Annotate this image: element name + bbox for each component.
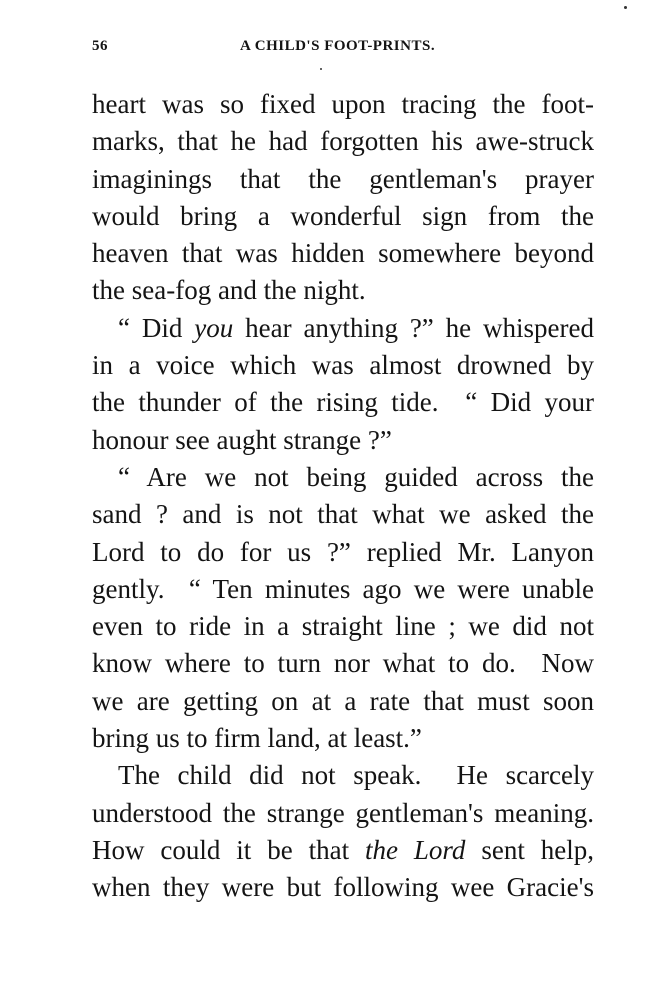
text-line <box>92 347 594 384</box>
text-segment: know where to turn nor what to do. Now <box>92 648 594 679</box>
text-segment: gently. “ Ten minutes ago we were unable <box>92 573 594 604</box>
speck-mark <box>320 68 322 70</box>
text-segment: hear anything ?” he whispered <box>233 312 594 343</box>
text-segment: understood the strange gentleman's meaning. <box>92 797 594 828</box>
body-text <box>92 86 594 907</box>
text-line <box>92 869 594 906</box>
text-line <box>92 235 594 272</box>
text-line <box>92 459 594 496</box>
text-line <box>92 645 594 682</box>
italic-text: the Lord <box>365 834 466 865</box>
page-number: 56 <box>92 38 108 54</box>
text-segment: when they were but following wee Gracie's <box>92 872 594 903</box>
text-segment: marks, that he had forgotten his awe-struck <box>92 126 594 157</box>
text-segment: the thunder of the rising tide. “ Did your <box>92 387 594 418</box>
text-segment: How could it be that <box>92 834 366 865</box>
text-segment: The child did not speak. He scarcely <box>118 760 594 791</box>
text-segment: honour see aught strange ?” <box>92 424 392 455</box>
text-line <box>92 683 594 720</box>
text-segment: heart was so fixed upon tracing the foot- <box>92 89 594 119</box>
text-line <box>92 571 594 608</box>
text-line <box>92 496 594 533</box>
text-line <box>92 123 594 160</box>
italic-text: you <box>194 312 234 343</box>
text-line <box>92 86 594 123</box>
running-head <box>92 38 602 62</box>
text-line <box>92 272 594 309</box>
text-line <box>92 161 594 198</box>
text-line <box>92 832 594 869</box>
text-line <box>92 384 594 421</box>
text-line <box>92 422 594 459</box>
text-line <box>92 720 594 757</box>
text-line <box>92 310 594 347</box>
text-segment: Lord to do for us ?” replied Mr. Lanyon <box>92 536 594 567</box>
text-segment: “ Did <box>118 312 195 343</box>
text-segment: in a voice which was almost drowned by <box>92 350 594 381</box>
running-title: A CHILD'S FOOT-PRINTS. <box>240 38 436 54</box>
text-segment: the sea-fog and the night. <box>92 275 366 306</box>
text-line <box>92 608 594 645</box>
text-segment: would bring a wonderful sign from the <box>92 200 594 231</box>
text-segment: sent help, <box>465 834 594 865</box>
text-segment: imaginings that the gentleman's prayer <box>92 163 594 194</box>
text-segment: sand ? and is not that what we asked the <box>92 499 594 530</box>
text-line <box>92 757 594 794</box>
speck-mark <box>624 6 627 9</box>
text-segment: heaven that was hidden somewhere beyond <box>92 238 594 269</box>
text-line <box>92 534 594 571</box>
text-line <box>92 795 594 832</box>
text-segment: even to ride in a straight line ; we did not <box>92 611 594 642</box>
text-segment: “ Are we not being guided across the <box>118 461 594 492</box>
text-line <box>92 198 594 235</box>
text-segment: bring us to firm land, at least.” <box>92 723 422 754</box>
text-segment: we are getting on at a rate that must soon <box>92 685 594 716</box>
